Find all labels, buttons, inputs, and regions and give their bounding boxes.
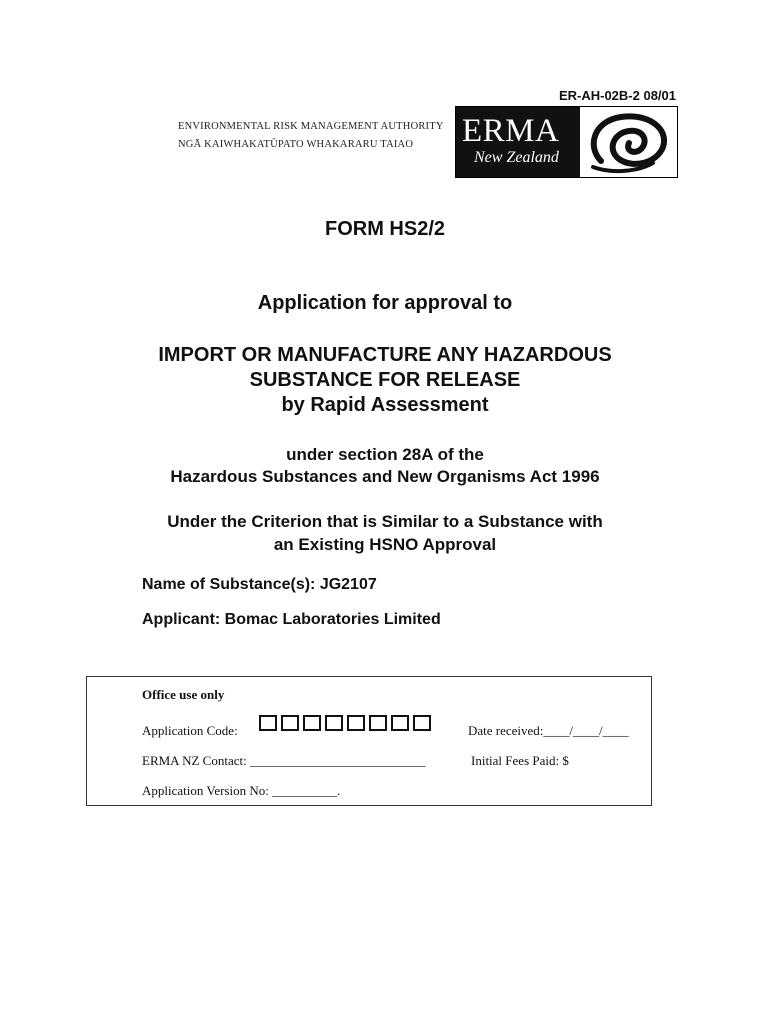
code-box bbox=[391, 715, 409, 731]
initial-fees-field: Initial Fees Paid: $ bbox=[471, 753, 569, 768]
koru-swirl-icon bbox=[580, 107, 677, 177]
code-box bbox=[281, 715, 299, 731]
code-box bbox=[413, 715, 431, 731]
office-use-box bbox=[86, 676, 652, 806]
headline-line-1: IMPORT OR MANUFACTURE ANY HAZARDOUS bbox=[158, 344, 612, 366]
application-code-label: Application Code: bbox=[142, 723, 238, 738]
logo-word: ERMA bbox=[462, 113, 560, 149]
code-box bbox=[259, 715, 277, 731]
applicant-name: Applicant: Bomac Laboratories Limited bbox=[142, 611, 441, 628]
criterion-line-2: an Existing HSNO Approval bbox=[273, 535, 497, 554]
headline-line-3: by Rapid Assessment bbox=[281, 394, 489, 416]
document-reference: ER-AH-02B-2 08/01 bbox=[558, 88, 676, 103]
application-code-boxes bbox=[259, 715, 431, 731]
authority-name-english: ENVIRONMENTAL RISK MANAGEMENT AUTHORITY bbox=[178, 121, 444, 132]
criterion-line-1: Under the Criterion that is Similar to a Substance with bbox=[167, 512, 603, 531]
code-box bbox=[325, 715, 343, 731]
statute-line-1: under section 28A of the bbox=[286, 445, 484, 464]
headline-line-2: SUBSTANCE FOR RELEASE bbox=[249, 369, 521, 391]
logo-subtitle: New Zealand bbox=[474, 149, 559, 166]
logo-wordmark bbox=[456, 107, 580, 177]
authority-name bbox=[178, 118, 444, 154]
application-version-field: Application Version No: __________. bbox=[142, 783, 341, 798]
code-box bbox=[347, 715, 365, 731]
headline bbox=[0, 343, 770, 418]
substance-name: Name of Substance(s): JG2107 bbox=[142, 576, 377, 593]
statute-reference bbox=[0, 444, 770, 488]
date-received-field: Date received:____/____/____ bbox=[468, 723, 629, 738]
criterion bbox=[0, 510, 770, 556]
erma-contact-field: ERMA NZ Contact: ___________________________ bbox=[142, 753, 426, 768]
statute-line-2: Hazardous Substances and New Organisms Act 1996 bbox=[170, 467, 600, 486]
code-box bbox=[303, 715, 321, 731]
office-use-title: Office use only bbox=[142, 687, 225, 702]
erma-logo bbox=[455, 106, 678, 178]
form-title: FORM HS2/2 bbox=[324, 218, 446, 240]
code-box bbox=[369, 715, 387, 731]
application-for: Application for approval to bbox=[257, 292, 513, 314]
authority-name-maori: NGĀ KAIWHAKATŪPATO WHAKARARU TAIAO bbox=[178, 139, 414, 150]
